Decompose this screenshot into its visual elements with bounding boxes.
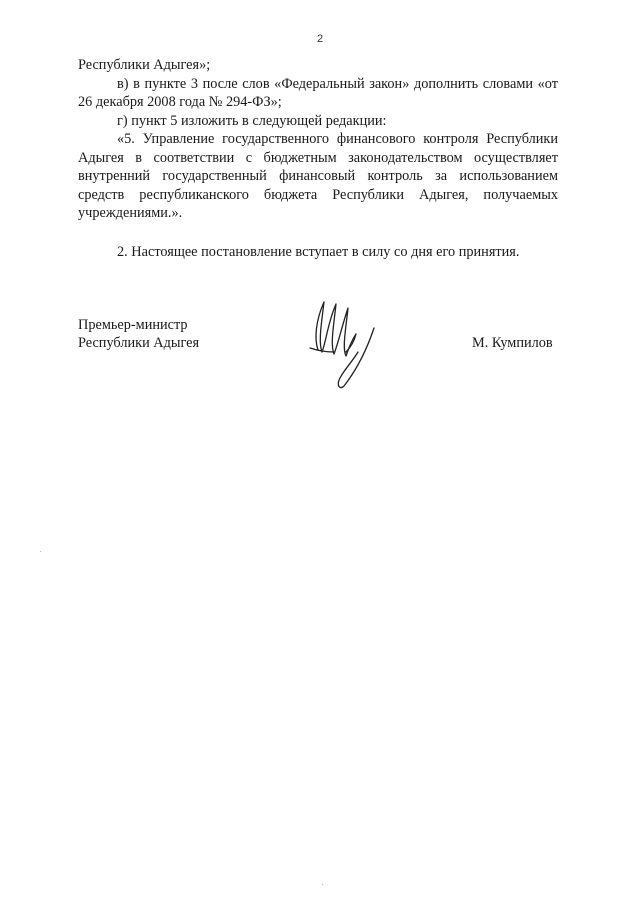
- scan-speck: [40, 551, 41, 552]
- signatory-name: М. Кумпилов: [472, 335, 553, 351]
- page-number: 2: [316, 33, 324, 45]
- paragraph-item-v: в) в пункте 3 после слов «Федеральный закон» дополнить словами «от 26 декабря 2008 года № 294-ФЗ»;: [78, 75, 558, 110]
- paragraph-quoted-point-5: «5. Управление государственного финансового контроля Республики Адыгея в соответствии с бюджетным законодательством осуществляет внутренний государственный финансовый контроль за использованием средств республиканского бюджета Республики Адыгея, получаемых учреждениями.».: [78, 131, 558, 221]
- signatory-position: [78, 316, 199, 352]
- scan-speck: [322, 884, 323, 885]
- paragraph-point-2: 2. Настоящее постановление вступает в силу со дня его принятия.: [117, 243, 520, 260]
- signatory-position-line1: Премьер-министр: [78, 317, 188, 333]
- paragraph-item-g: г) пункт 5 изложить в следующей редакции:: [117, 112, 387, 129]
- handwritten-signature: [300, 290, 390, 390]
- document-body: [78, 56, 558, 261]
- signatory-position-line2: Республики Адыгея: [78, 335, 200, 351]
- paragraph-continuation: Республики Адыгея»;: [78, 57, 211, 73]
